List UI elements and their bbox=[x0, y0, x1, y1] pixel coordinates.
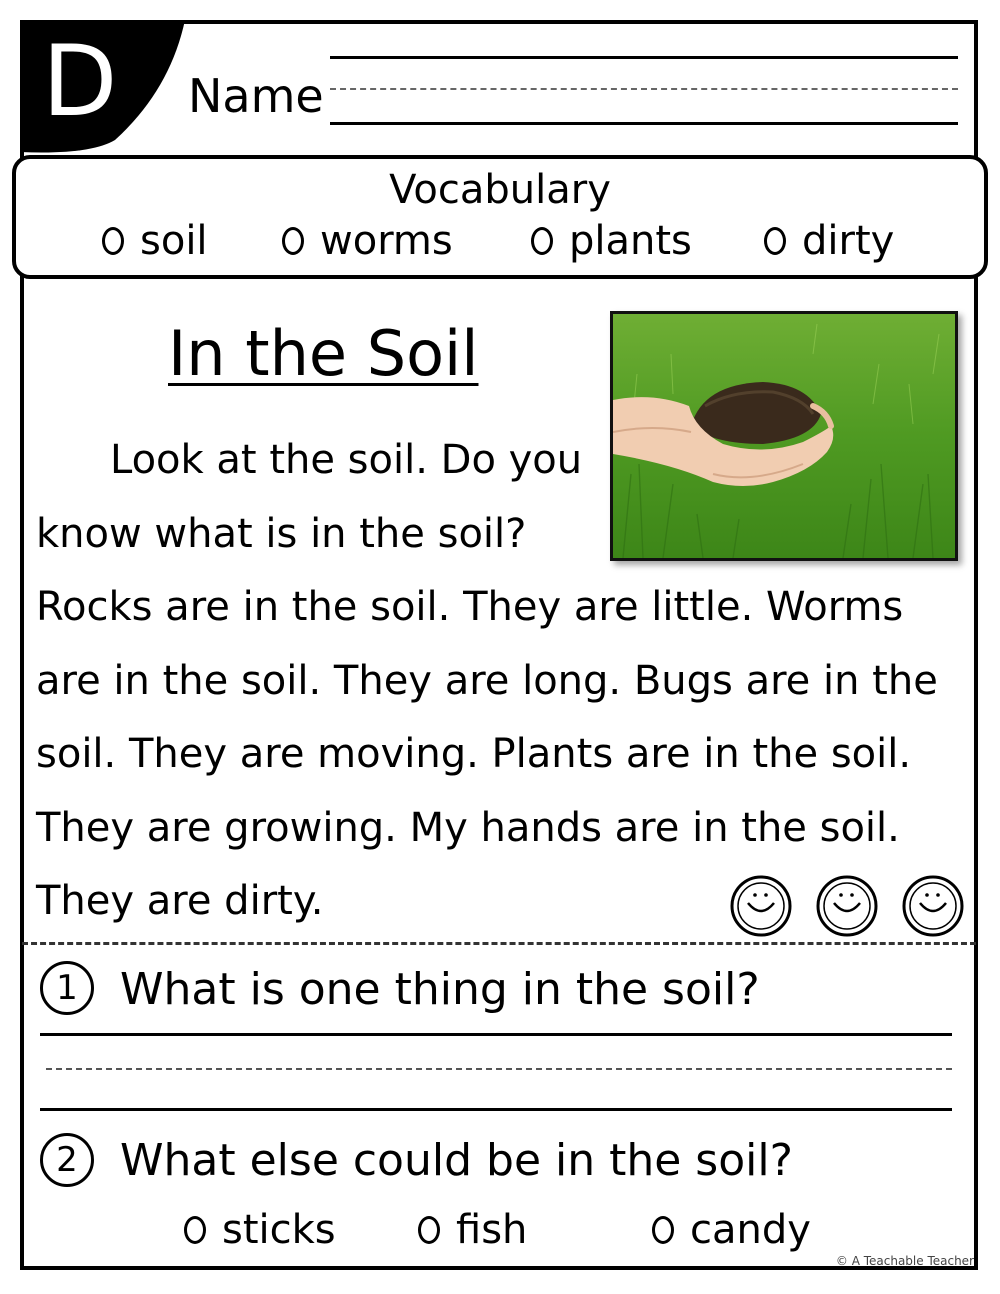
option-candy[interactable] bbox=[652, 1203, 811, 1257]
option-label: candy bbox=[690, 1207, 811, 1253]
checkbox-circle-icon[interactable] bbox=[764, 227, 786, 255]
checkbox-circle-icon[interactable] bbox=[102, 227, 124, 255]
story-line-3: Rocks are in the soil. They are little. Worms bbox=[36, 584, 904, 630]
section-divider bbox=[22, 942, 976, 945]
copyright-text: © A Teachable Teacher bbox=[835, 1254, 974, 1268]
option-label: fish bbox=[456, 1207, 528, 1253]
story-line-4: are in the soil. They are long. Bugs are in the bbox=[36, 658, 938, 704]
vocabulary-title: Vocabulary bbox=[389, 167, 611, 213]
question-number-1: 1 bbox=[40, 961, 94, 1015]
name-line-top bbox=[330, 56, 958, 59]
vocab-word-worms[interactable] bbox=[282, 214, 453, 268]
question-1-text: What is one thing in the soil? bbox=[120, 964, 760, 1015]
smiley-face-icon[interactable] bbox=[814, 873, 880, 939]
checkbox-circle-icon[interactable] bbox=[418, 1216, 440, 1244]
story-line-7: They are dirty. bbox=[36, 878, 324, 924]
vocab-word-label: worms bbox=[320, 218, 453, 264]
checkbox-circle-icon[interactable] bbox=[184, 1216, 206, 1244]
answer-line-bottom[interactable] bbox=[40, 1108, 952, 1111]
answer-line-mid[interactable] bbox=[46, 1068, 952, 1070]
vocab-word-label: dirty bbox=[802, 218, 895, 264]
checkbox-circle-icon[interactable] bbox=[282, 227, 304, 255]
vocab-word-label: plants bbox=[569, 218, 692, 264]
story-line-6: They are growing. My hands are in the soil. bbox=[36, 805, 900, 851]
level-letter: D bbox=[42, 25, 118, 139]
name-line-mid bbox=[330, 88, 958, 90]
vocab-word-label: soil bbox=[140, 218, 208, 264]
story-line-5: soil. They are moving. Plants are in the soil. bbox=[36, 731, 912, 777]
option-label: sticks bbox=[222, 1207, 336, 1253]
story-title: In the Soil bbox=[168, 317, 479, 390]
checkbox-circle-icon[interactable] bbox=[652, 1216, 674, 1244]
story-line-2: know what is in the soil? bbox=[36, 511, 527, 557]
question-2-text: What else could be in the soil? bbox=[120, 1135, 793, 1186]
option-sticks[interactable] bbox=[184, 1203, 336, 1257]
option-fish[interactable] bbox=[418, 1203, 527, 1257]
vocab-word-plants[interactable] bbox=[531, 214, 692, 268]
vocab-word-soil[interactable] bbox=[102, 214, 208, 268]
question-number-2: 2 bbox=[40, 1133, 94, 1187]
vocab-word-dirty[interactable] bbox=[764, 214, 894, 268]
story-line-1: Look at the soil. Do you bbox=[110, 437, 583, 483]
name-line-bottom[interactable] bbox=[330, 122, 958, 125]
smiley-face-icon[interactable] bbox=[900, 873, 966, 939]
smiley-face-icon[interactable] bbox=[728, 873, 794, 939]
checkbox-circle-icon[interactable] bbox=[531, 227, 553, 255]
name-label: Name bbox=[188, 69, 324, 123]
answer-line-top[interactable] bbox=[40, 1033, 952, 1036]
soil-photo bbox=[610, 311, 958, 561]
